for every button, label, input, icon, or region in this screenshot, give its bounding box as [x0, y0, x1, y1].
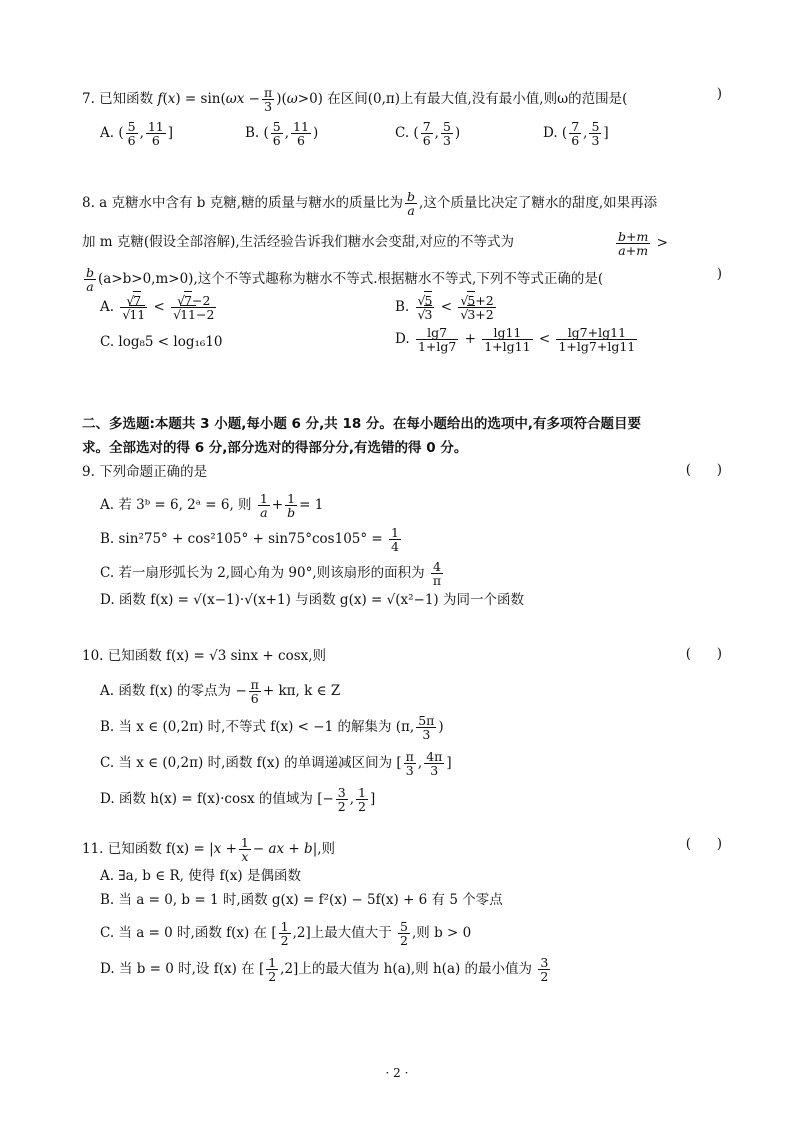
q8-paren-close: ) [716, 266, 722, 282]
q11-option-d: D. 当 b = 0 时,设 f(x) 在 [ $\frac{1}{2}$ ,2]上的最大值为 h(a),则 h(a) 的最小值为 $\frac{3}{2}$ [100, 955, 549, 985]
q9-option-d: D. 函数 f(x) = √(x−1)·√(x+1) 与函数 g(x) = √(x²−1) 为同一个函数 [100, 592, 524, 608]
q7-function: f(x) = sin(ωx − $\frac{\pi}{3}$ )(ω>0) [157, 85, 323, 115]
q8-line-3: $\frac{b}{a}$ (a>b>0,m>0),这个不等式趣称为糖水不等式.根据糖水不等式,下列不等式正确的是( [86, 265, 604, 295]
q7-option-b: B. ( $\frac{5}{6}$ , $\frac{11}{6}$ ) [245, 119, 319, 149]
q10-stem: 10. 已知函数 f(x) = √3 sinx + cosx,则 [82, 648, 327, 664]
q8-option-b: B. $\frac{√5}{√3}$ < $\frac{√5+2}{√3+2}$ [395, 293, 494, 323]
q8-option-c: C. log₈5 < log₁₆10 [100, 334, 223, 350]
q11-paren: ( ) [685, 836, 722, 852]
q8-inequality: $\frac{b+m}{a+m}$ > [618, 229, 668, 259]
q9-option-b: B. sin²75° + cos²105° + sin75°cos105° = $\frac{1}{4}$ [100, 525, 399, 555]
q7-paren-close: ) [716, 86, 722, 102]
q11-stem: 11. 已知函数 f(x) = |x + $\frac{1}{x}$ − ax + b|,则 [82, 835, 336, 865]
q8-line-1: 8. a 克糖水中含有 b 克糖,糖的质量与糖水的质量比为 $\frac{b}{a}$ ,这个质量比决定了糖水的甜度,如果再添 [82, 189, 658, 219]
q8-line-2: 加 m 克糖(假设全部溶解),生活经验告诉我们糖水会变甜,对应的不等式为 [82, 234, 514, 250]
q11-option-b: B. 当 a = 0, b = 1 时,函数 g(x) = f²(x) − 5f(x) + 6 有 5 个零点 [100, 892, 503, 908]
q10-paren: ( ) [685, 646, 722, 662]
q7-option-a: A. ( $\frac{5}{6}$ , $\frac{11}{6}$ ] [100, 119, 174, 149]
q10-option-a: A. 函数 f(x) 的零点为 − $\frac{\pi}{6}$ + kπ, k ∈ Z [100, 677, 341, 707]
q9-paren: ( ) [685, 462, 722, 478]
q11-option-c: C. 当 a = 0 时,函数 f(x) 在 [ $\frac{1}{2}$ ,2]上最大值大于 $\frac{5}{2}$ ,则 b > 0 [100, 919, 472, 949]
q9-option-c: C. 若一扇形弧长为 2,圆心角为 90°,则该扇形的面积为 $\frac{4}{\pi}$ [100, 559, 442, 589]
q9-option-a: A. 若 3ᵇ = 6, 2ᵃ = 6, 则 $\frac{1}{a}$ + $\frac{1}{b}$ = 1 [100, 491, 324, 521]
q10-option-d: D. 函数 h(x) = f(x)·cosx 的值域为 [− $\frac{3}{2}$ , $\frac{1}{2}$ ] [100, 785, 376, 815]
q10-option-b: B. 当 x ∈ (0,2π) 时,不等式 f(x) < −1 的解集为 (π, $\frac{5\pi}{3}$ ) [100, 713, 444, 743]
q10-option-c: C. 当 x ∈ (0,2π) 时,函数 f(x) 的单调递减区间为 [ $\frac{\pi}{3}$ , $\frac{4\pi}{3}$ ] [100, 749, 452, 779]
q8-option-d: D. $\frac{\lg 7}{1+\lg 7}$ + $\frac{\lg 11}{1+\lg 11}$ < $\frac{\lg 7+\lg 11}{1+\lg 7+\lg 11}$ [395, 325, 636, 355]
q8-option-a: A. $\frac{√7}{√11}$ < $\frac{√7-2}{√11-2}$ [100, 293, 215, 323]
q7-stem: 7. 已知函数 f(x) = sin(ωx − $\frac{\pi}{3}$ )(ω>0) 在区间(0,π)上有最大值,没有最小值,则ω的范围是( [82, 85, 628, 115]
q7-option-d: D. ( $\frac{7}{6}$ , $\frac{5}{3}$ ] [543, 119, 609, 149]
page-number: · 2 · [385, 1066, 409, 1080]
section-2-header: 二、多选题:本题共 3 小题,每小题 6 分,共 18 分。在每小题给出的选项中,有多项符合题目要 求。全部选对的得 6 分,部分选对的得部分分,有选错的得 0 分。 [82, 416, 642, 456]
q9-stem: 9. 下列命题正确的是 [82, 464, 208, 480]
q7-option-c: C. ( $\frac{7}{6}$ , $\frac{5}{3}$ ) [395, 119, 461, 149]
q11-option-a: A. ∃a, b ∈ R, 使得 f(x) 是偶函数 [100, 868, 301, 884]
